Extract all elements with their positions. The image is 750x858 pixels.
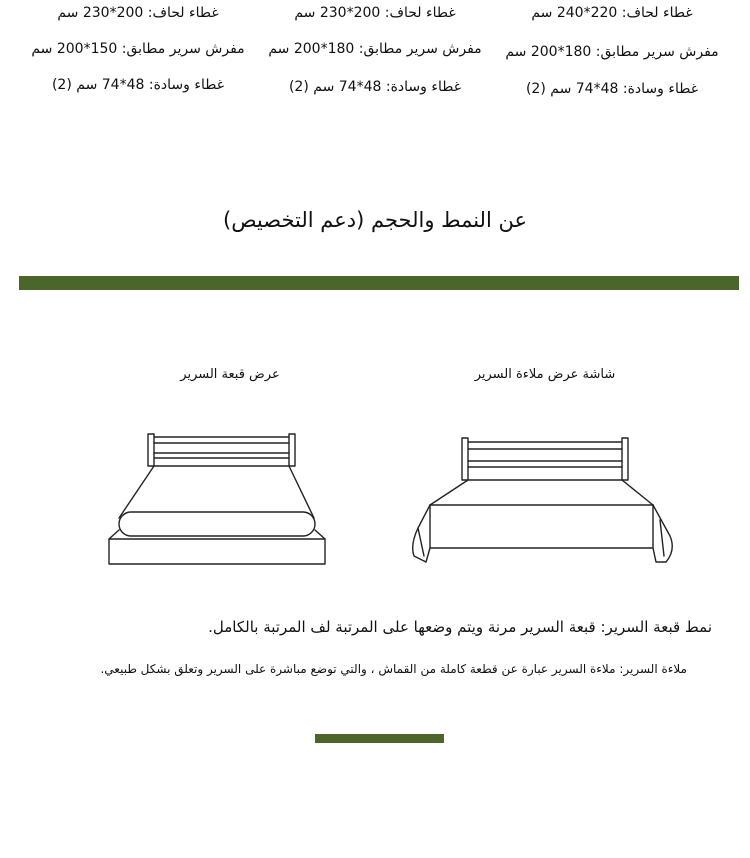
bottom-divider-bar (315, 734, 444, 743)
spec-fitted-sheet: مفرش سرير مطابق: 150*200 سم (31, 41, 245, 57)
bed-sheet-caption: شاشة عرض ملاءة السرير (474, 367, 616, 382)
spec-duvet: غطاء لحاف: 200*230 سم (294, 5, 456, 21)
fitted-style-description: نمط قبعة السرير: قبعة السرير مرنة ويتم وضعها على المرتبة لف المرتبة بالكامل. (208, 618, 712, 636)
spec-fitted-sheet: مفرش سرير مطابق: 180*200 سم (268, 41, 482, 57)
spec-duvet: غطاء لحاف: 200*230 سم (57, 5, 219, 21)
spec-pillowcase: غطاء وسادة: 48*74 سم (2) (51, 77, 225, 93)
spec-pillowcase: غطاء وسادة: 48*74 سم (2) (525, 81, 699, 97)
spec-fitted-sheet: مفرش سرير مطابق: 180*200 سم (505, 44, 719, 60)
section-heading: عن النمط والحجم (دعم التخصيص) (223, 208, 527, 232)
spec-duvet: غطاء لحاف: 220*240 سم (531, 5, 693, 21)
fitted-sheet-caption: عرض قبعة السرير (180, 367, 280, 382)
spec-pillowcase: غطاء وسادة: 48*74 سم (2) (288, 79, 462, 95)
flat-sheet-description: ملاءة السرير: ملاءة السرير عبارة عن قطعة كاملة من القماش ، والتي توضع مباشرة على السرير وتعلق بشكل طبيعي. (100, 662, 687, 676)
